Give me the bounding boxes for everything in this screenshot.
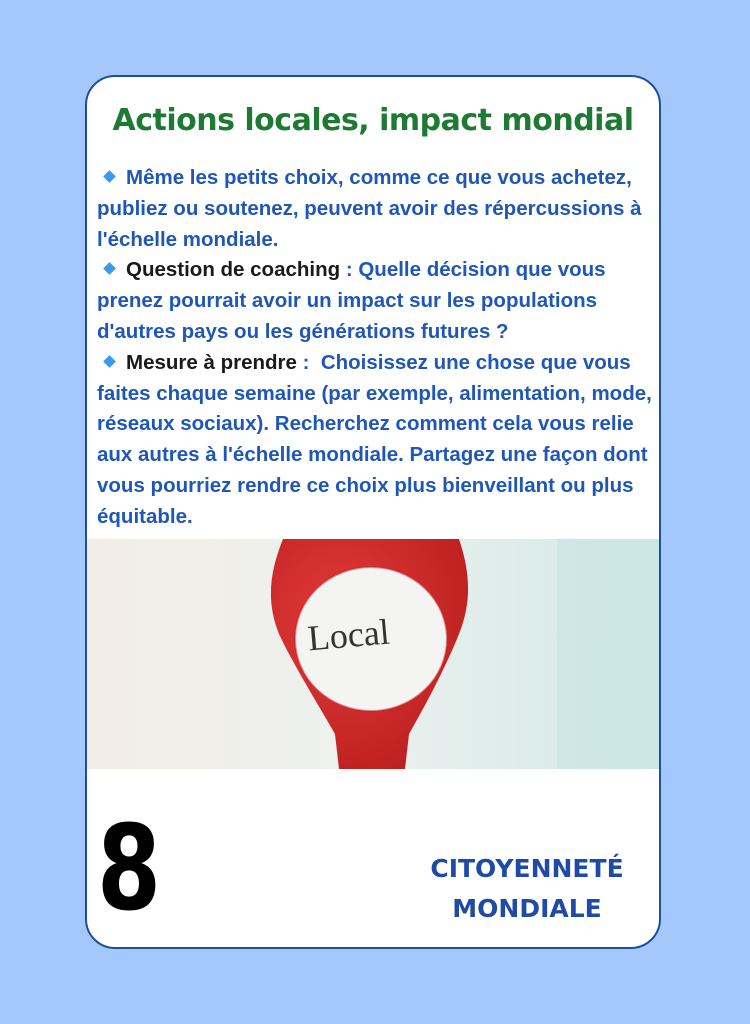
diamond-bullet-icon (103, 355, 116, 368)
card-category (407, 849, 647, 929)
coaching-label: Question de coaching (126, 258, 341, 282)
local-pin-photo (87, 539, 661, 769)
paragraph-intro (97, 163, 659, 255)
action-text: Choisissez une chose que vous faites chaque semaine (par exemple, alimentation, mode, réseaux sociaux). Recherchez comment cela vous relie aux autres à l'échelle mondiale. Partagez une façon dont vous pourriez rendre ce choix plus bienveillant ou plus équitable. (97, 350, 652, 528)
coaching-text: Quelle décision que vous prenez pourrait avoir un impact sur les populations d'autres pays ou les générations futures ? (97, 258, 606, 343)
pin-label: Local (306, 611, 392, 659)
category-line-2: MONDIALE (452, 894, 602, 923)
diamond-bullet-icon (103, 263, 116, 276)
intro-text: Même les petits choix, comme ce que vous achetez, publiez ou soutenez, peuvent avoir des répercussions à l'échelle mondiale. (97, 166, 642, 251)
action-label: Mesure à prendre (126, 350, 297, 374)
card-title: Actions locales, impact mondial (112, 103, 634, 138)
card-body (97, 163, 659, 533)
paragraph-action (97, 348, 659, 533)
action-separator: : (296, 350, 321, 374)
paragraph-coaching (97, 255, 659, 347)
diamond-bullet-icon (103, 170, 116, 183)
coaching-separator: : (340, 258, 359, 282)
card-number: 8 (97, 799, 162, 937)
card (85, 75, 661, 949)
category-line-1: CITOYENNETÉ (430, 854, 624, 883)
